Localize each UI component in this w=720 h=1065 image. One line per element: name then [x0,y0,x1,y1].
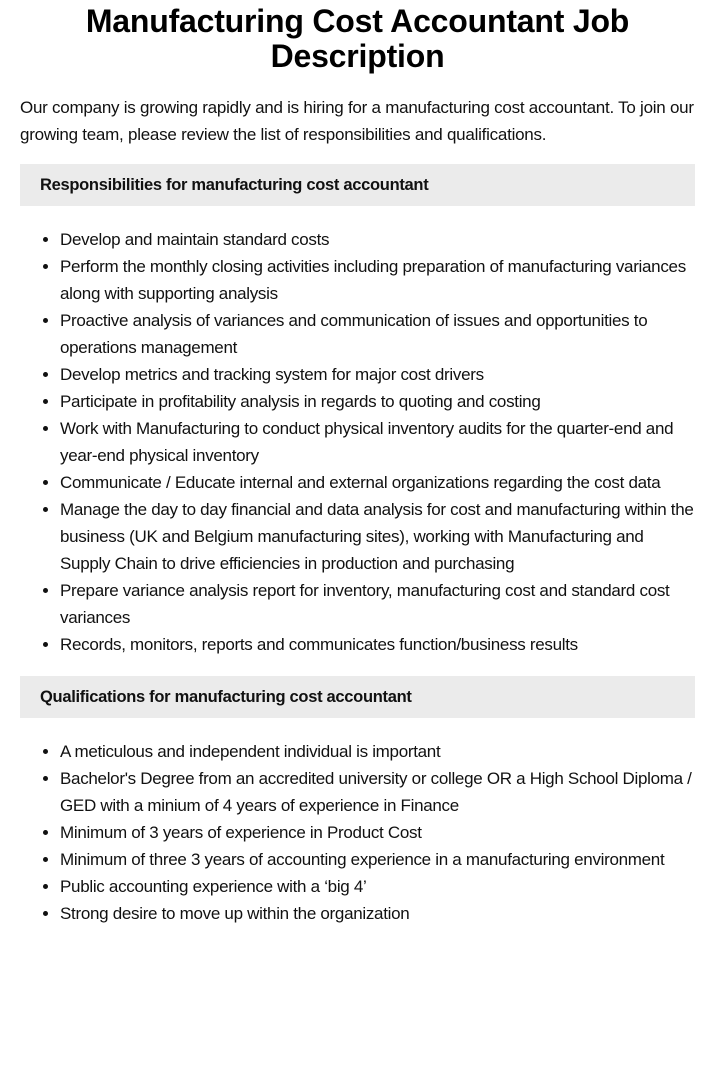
list-item: • Minimum of three 3 years of accounting experience in a manufacturing environment [60,846,695,873]
list-item: • Proactive analysis of variances and communication of issues and opportunities to operations management [60,307,695,361]
responsibilities-list [20,226,695,658]
qualifications-heading-text: Qualifications for manufacturing cost accountant [40,687,412,706]
responsibilities-heading-text: Responsibilities for manufacturing cost accountant [40,175,429,194]
list-item: • Manage the day to day financial and data analysis for cost and manufacturing within the business (UK and Belgium manufacturing sites), working with Manufacturing and Supply Chain to drive efficiencies in production and purchasing [60,496,695,577]
list-item: • Participate in profitability analysis in regards to quoting and costing [60,388,695,415]
qualifications-list [20,738,695,927]
list-item: • Develop metrics and tracking system for major cost drivers [60,361,695,388]
list-item: • Perform the monthly closing activities including preparation of manufacturing variances along with supporting analysis [60,253,695,307]
list-item: • Communicate / Educate internal and external organizations regarding the cost data [60,469,695,496]
list-item: • Develop and maintain standard costs [60,226,695,253]
list-item: • Work with Manufacturing to conduct physical inventory audits for the quarter-end and year-end physical inventory [60,415,695,469]
list-item: • Minimum of 3 years of experience in Product Cost [60,819,695,846]
list-item: • A meticulous and independent individual is important [60,738,695,765]
list-item: • Prepare variance analysis report for inventory, manufacturing cost and standard cost variances [60,577,695,631]
intro-paragraph: Our company is growing rapidly and is hiring for a manufacturing cost accountant. To join our growing team, please review the list of responsibilities and qualifications. [20,98,694,144]
list-item: • Bachelor's Degree from an accredited university or college OR a High School Diploma / GED with a minium of 4 years of experience in Finance [60,765,695,819]
list-item: • Strong desire to move up within the organization [60,900,695,927]
list-item: • Records, monitors, reports and communicates function/business results [60,631,695,658]
qualifications-heading [20,676,695,718]
list-item: • Public accounting experience with a ‘big 4’ [60,873,695,900]
responsibilities-heading [20,164,695,206]
page-title: Manufacturing Cost Accountant Job Description [85,3,630,74]
